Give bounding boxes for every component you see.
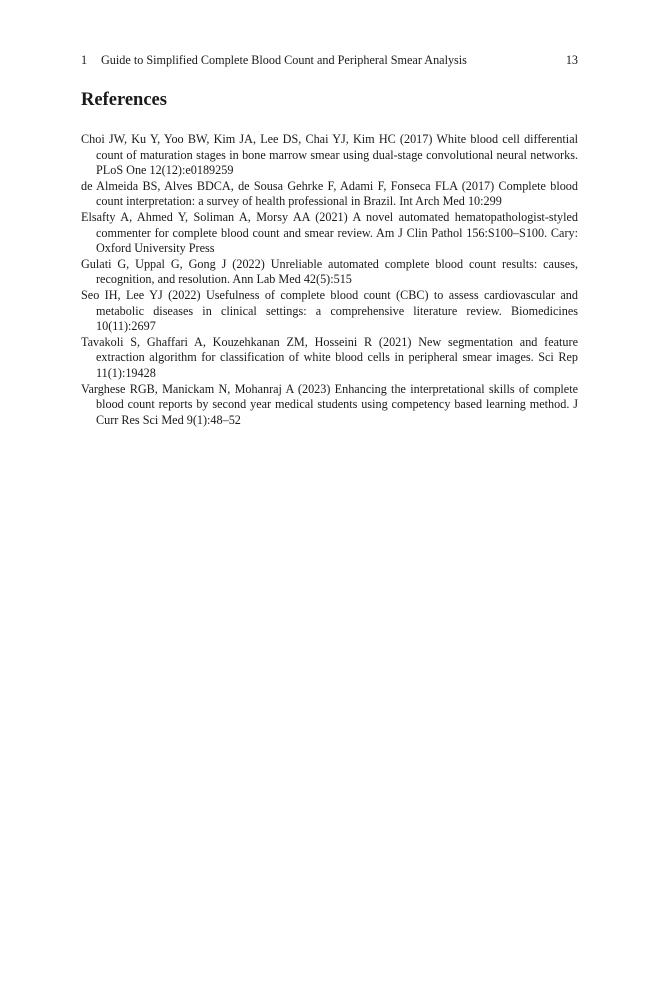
reference-item: Elsafty A, Ahmed Y, Soliman A, Morsy AA (2021) A novel automated hematopathologist-styled commenter for complete blood count and smear review. Am J Clin Pathol 156:S100–S100. Cary: Oxford University Press	[81, 209, 578, 256]
reference-list	[81, 132, 578, 428]
chapter-number: 1	[81, 53, 88, 67]
reference-item: de Almeida BS, Alves BDCA, de Sousa Gehrke F, Adami F, Fonseca FLA (2017) Complete blood count interpretation: a survey of health professional in Brazil. Int Arch Med 10:299	[81, 178, 578, 209]
chapter-title: Guide to Simplified Complete Blood Count and Peripheral Smear Analysis	[101, 53, 467, 67]
page-number: 13	[565, 53, 578, 67]
reference-item: Seo IH, Lee YJ (2022) Usefulness of complete blood count (CBC) to assess cardiovascular and metabolic diseases in clinical settings: a comprehensive literature review. Biomedicines 10(11):2697	[81, 287, 578, 334]
running-head	[81, 53, 578, 68]
reference-item: Choi JW, Ku Y, Yoo BW, Kim JA, Lee DS, Chai YJ, Kim HC (2017) White blood cell differential count of maturation stages in bone marrow smear using dual-stage convolutional neural networks. PLoS One 12(12):e0189259	[81, 132, 578, 178]
reference-item: Varghese RGB, Manickam N, Mohanraj A (2023) Enhancing the interpretational skills of complete blood count reports by second year medical students using competency based learning method. J Curr Res Sci Med 9(1):48–52	[81, 381, 578, 427]
references-heading: References	[81, 90, 167, 110]
reference-item: Gulati G, Uppal G, Gong J (2022) Unreliable automated complete blood count results: causes, recognition, and resolution. Ann Lab Med 42(5):515	[81, 256, 578, 287]
reference-item: Tavakoli S, Ghaffari A, Kouzehkanan ZM, Hosseini R (2021) New segmentation and feature extraction algorithm for classification of white blood cells in peripheral smear images. Sci Rep 11(1):19428	[81, 334, 578, 380]
